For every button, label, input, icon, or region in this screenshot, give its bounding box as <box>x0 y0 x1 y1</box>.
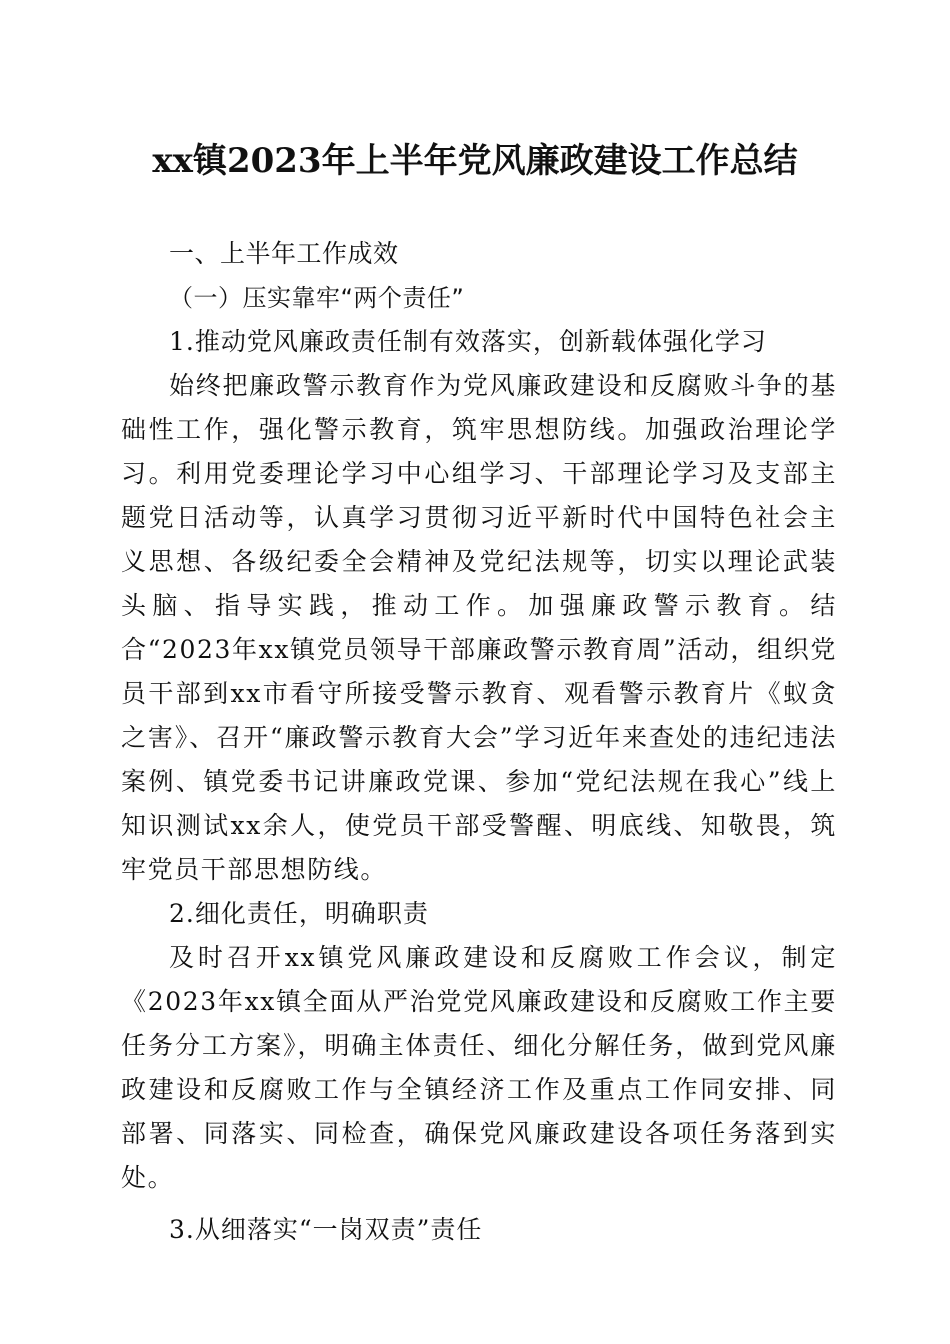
item-heading-1: 1.推动党风廉政责任制有效落实，创新载体强化学习 <box>169 327 767 356</box>
paragraph-1: 始终把廉政警示教育作为党风廉政建设和反腐败斗争的基础性工作，强化警示教育，筑牢思想防线。加强政治理论学习。利用党委理论学习中心组学习、干部理论学习及支部主题党日活动等，认真学习贯彻习近平新时代中国特色社会主义思想、各级纪委全会精神及党纪法规等，切实以理论武装头脑、指导实践，推动工作。加强廉政警示教育。结合“2023年xx镇党员领导干部廉政警示教育周”活动，组织党员干部到xx市看守所接受警示教育、观看警示教育片《蚁贪之害》、召开“廉政警示教育大会”学习近年来查处的违纪违法案例、镇党委书记讲廉政党课、参加“党纪法规在我心”线上知识测试xx余人，使党员干部受警醒、明底线、知敬畏，筑牢党员干部思想防线。 <box>121 371 837 884</box>
item-heading-3: 3.从细落实“一岗双责”责任 <box>169 1215 483 1244</box>
item-heading-2: 2.细化责任，明确职责 <box>169 899 429 928</box>
document-body <box>121 232 837 1252</box>
paragraph-2: 及时召开xx镇党风廉政建设和反腐败工作会议，制定《2023年xx镇全面从严治党党风廉政建设和反腐败工作主要任务分工方案》，明确主体责任、细化分解任务，做到党风廉政建设和反腐败工作与全镇经济工作及重点工作同安排、同部署、同落实、同检查，确保党风廉政建设各项任务落到实处。 <box>121 943 837 1192</box>
document-title: xx镇2023年上半年党风廉政建设工作总结 <box>152 141 798 181</box>
section-heading-1: 一、上半年工作成效 <box>169 239 399 268</box>
subsection-heading-1: （一）压实靠牢“两个责任” <box>169 284 465 312</box>
